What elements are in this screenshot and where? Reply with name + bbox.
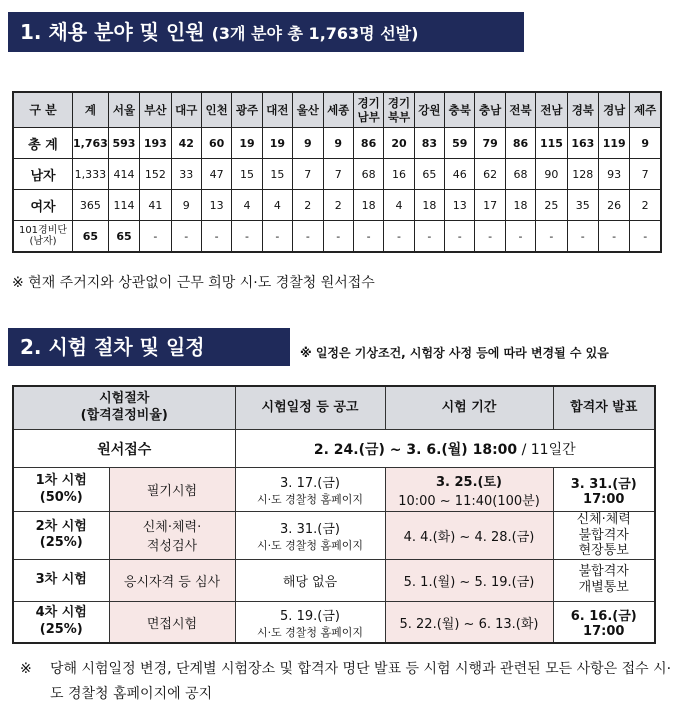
result-line: 17:00: [583, 491, 625, 507]
header-region: 충북: [445, 92, 475, 128]
cell: -: [536, 221, 567, 253]
cell: 65: [414, 159, 444, 190]
cell: 18: [353, 190, 383, 221]
header-region: 경남: [598, 92, 629, 128]
result-line: 불합격자: [578, 564, 629, 580]
section-title-text: 1. 채용 분야 및 인원: [20, 20, 205, 44]
cell: 26: [598, 190, 629, 221]
period-cell: [385, 468, 553, 512]
cell: 46: [445, 159, 475, 190]
result-line: 불합격자: [578, 527, 629, 543]
cell: -: [475, 221, 505, 253]
header-region: 부산: [140, 92, 171, 128]
header-procedure-line: (합격결정비율): [80, 408, 168, 423]
cell: -: [353, 221, 383, 253]
section-title-recruitment: [8, 12, 524, 52]
cell: -: [293, 221, 323, 253]
cell: 15: [232, 159, 262, 190]
stage-test-name: 필기시험: [109, 468, 235, 512]
cell: 16: [384, 159, 414, 190]
cell: -: [262, 221, 292, 253]
cell: -: [171, 221, 201, 253]
cell: 115: [536, 128, 567, 159]
application-period-cell: [235, 430, 655, 468]
header-region: 충남: [475, 92, 505, 128]
cell: -: [598, 221, 629, 253]
header-region-line: 경기: [357, 95, 380, 110]
announce-place: 시·도 경찰청 홈페이지: [256, 625, 364, 639]
announce-place: 시·도 경찰청 홈페이지: [256, 493, 364, 506]
cell: 2: [323, 190, 353, 221]
announce-cell: 해당 없음: [235, 559, 385, 601]
cell: 152: [140, 159, 171, 190]
cell: 4: [232, 190, 262, 221]
header-region: 대구: [171, 92, 201, 128]
stage-test-line: 신체·체력·: [142, 520, 202, 536]
stage-row-1: [13, 468, 655, 512]
header-result: 합격자 발표: [553, 386, 655, 430]
section-title-schedule: 2. 시험 절차 및 일정: [8, 328, 290, 366]
result-line: 신체·체력: [576, 512, 631, 527]
stage-cell: [13, 468, 109, 512]
stage-ratio: (25%): [39, 622, 83, 638]
cell: 79: [475, 128, 505, 159]
cell: 65: [108, 221, 139, 253]
cell: 119: [598, 128, 629, 159]
schedule-header-row: [13, 386, 655, 430]
row-label: 여자: [13, 190, 73, 221]
stage-row-2: [13, 512, 655, 560]
cell: 83: [414, 128, 444, 159]
stage-cell: [13, 559, 109, 601]
cell: 42: [171, 128, 201, 159]
cell: 414: [108, 159, 139, 190]
cell: 90: [536, 159, 567, 190]
row-label: [13, 221, 73, 253]
header-procedure: [13, 386, 235, 430]
cell: 163: [567, 128, 598, 159]
header-region: 제주: [630, 92, 661, 128]
announce-date: 3. 31.(금): [280, 521, 340, 537]
cell: 9: [171, 190, 201, 221]
cell: 1,333: [73, 159, 109, 190]
period-cell: [385, 601, 553, 643]
stage-ratio: (50%): [39, 489, 83, 505]
header-region: 전북: [505, 92, 535, 128]
exam-date: 3. 25.(토): [436, 474, 502, 490]
cell: 13: [445, 190, 475, 221]
header-region: 울산: [293, 92, 323, 128]
header-procedure-line: 시험절차: [99, 391, 150, 407]
cell: -: [323, 221, 353, 253]
result-line: 6. 16.(금): [570, 609, 637, 625]
header-region: [353, 92, 383, 128]
announce-date: 5. 19.(금): [280, 608, 340, 624]
period-cell: [385, 559, 553, 601]
header-announce: 시험일정 등 공고: [235, 386, 385, 430]
announcement-note: [14, 657, 674, 707]
table-header-row: [13, 92, 661, 128]
announce-cell: [235, 601, 385, 643]
header-region: 전남: [536, 92, 567, 128]
header-region: 인천: [201, 92, 231, 128]
stage-name: 1차 시험: [35, 472, 87, 488]
cell: 114: [108, 190, 139, 221]
cell: 9: [630, 128, 661, 159]
table-row-101-guard: [13, 221, 661, 253]
stage-name: 4차 시험: [35, 605, 87, 621]
stage-row-3: [13, 559, 655, 601]
header-region-line: 경기: [387, 95, 411, 110]
cell: 19: [262, 128, 292, 159]
row-label: 남자: [13, 159, 73, 190]
cell: 18: [414, 190, 444, 221]
table-row-female: [13, 190, 661, 221]
cell: 13: [201, 190, 231, 221]
row-label-line: (남자): [29, 236, 57, 247]
cell: 62: [475, 159, 505, 190]
result-line: 현장통보: [578, 543, 629, 559]
cell: 59: [445, 128, 475, 159]
application-duration: / 11일간: [517, 441, 576, 458]
stage-name: 3차 시험: [35, 571, 87, 587]
cell: 7: [630, 159, 661, 190]
cell: 9: [323, 128, 353, 159]
header-category: 구 분: [13, 92, 73, 128]
cell: -: [384, 221, 414, 253]
cell: 68: [505, 159, 535, 190]
cell: -: [232, 221, 262, 253]
cell: 17: [475, 190, 505, 221]
cell: -: [201, 221, 231, 253]
cell: 20: [384, 128, 414, 159]
cell: 25: [536, 190, 567, 221]
stage-cell: [13, 601, 109, 643]
cell: -: [505, 221, 535, 253]
result-line: 3. 31.(금): [570, 476, 637, 492]
cell: 4: [262, 190, 292, 221]
application-period: 2. 24.(금) ~ 3. 6.(월) 18:00: [313, 441, 518, 458]
exam-period: 5. 22.(월) ~ 6. 13.(화): [399, 616, 539, 632]
cell: 93: [598, 159, 629, 190]
cell: 18: [505, 190, 535, 221]
cell: 7: [323, 159, 353, 190]
cell: 41: [140, 190, 171, 221]
cell: -: [567, 221, 598, 253]
header-region: [384, 92, 414, 128]
row-label: 총 계: [13, 128, 73, 159]
cell: 365: [73, 190, 109, 221]
recruitment-table: [12, 91, 662, 253]
stage-ratio: (25%): [39, 535, 83, 551]
stage-test-name: [109, 512, 235, 560]
stage-name: 2차 시험: [35, 518, 87, 534]
cell: 33: [171, 159, 201, 190]
header-period: 시험 기간: [385, 386, 553, 430]
cell: 4: [384, 190, 414, 221]
cell: 68: [353, 159, 383, 190]
cell: 19: [232, 128, 262, 159]
exam-period: 5. 1.(월) ~ 5. 19.(금): [403, 574, 535, 590]
result-cell: [553, 512, 655, 560]
cell: 47: [201, 159, 231, 190]
header-region: 대전: [262, 92, 292, 128]
result-line: 17:00: [583, 624, 625, 640]
cell: 60: [201, 128, 231, 159]
exam-period: 4. 4.(화) ~ 4. 28.(금): [403, 529, 535, 545]
header-region: 서울: [108, 92, 139, 128]
header-region: 광주: [232, 92, 262, 128]
header-total: 계: [73, 92, 109, 128]
header-region: 강원: [414, 92, 444, 128]
exam-time: 10:00 ~ 11:40(100분): [398, 493, 540, 509]
result-cell: [553, 601, 655, 643]
table-row-male: [13, 159, 661, 190]
cell: 193: [140, 128, 171, 159]
result-cell: [553, 468, 655, 512]
stage-row-4: [13, 601, 655, 643]
header-region-line: 남부: [357, 110, 380, 124]
row-label-line: 101경비단: [18, 224, 68, 236]
cell: 2: [630, 190, 661, 221]
cell: 86: [353, 128, 383, 159]
result-cell: [553, 559, 655, 601]
stage-cell: [13, 512, 109, 560]
cell: 86: [505, 128, 535, 159]
header-region: 경북: [567, 92, 598, 128]
cell: 7: [293, 159, 323, 190]
cell: 65: [73, 221, 109, 253]
cell: -: [414, 221, 444, 253]
announce-date: 3. 17.(금): [280, 476, 340, 491]
exam-schedule-table: [12, 385, 656, 644]
schedule-change-note: ※ 일정은 기상조건, 시험장 사정 등에 따라 변경될 수 있음: [300, 346, 609, 360]
cell: 2: [293, 190, 323, 221]
table-row-total: [13, 128, 661, 159]
cell: 1,763: [73, 128, 109, 159]
section-subtitle: (3개 분야 총 1,763명 선발): [211, 24, 419, 43]
header-region: 세종: [323, 92, 353, 128]
result-line: 개별통보: [578, 580, 629, 596]
cell: -: [445, 221, 475, 253]
announce-cell: [235, 512, 385, 560]
application-row: [13, 430, 655, 468]
cell: 593: [108, 128, 139, 159]
residence-note: ※ 현재 주거지와 상관없이 근무 희망 시·도 경찰청 원서접수: [12, 275, 375, 291]
announce-cell: [235, 468, 385, 512]
application-label: 원서접수: [13, 430, 235, 468]
stage-test-name: 면접시험: [109, 601, 235, 643]
period-cell: [385, 512, 553, 560]
cell: 15: [262, 159, 292, 190]
cell: -: [630, 221, 661, 253]
cell: 9: [293, 128, 323, 159]
announce-place: 시·도 경찰청 홈페이지: [256, 538, 364, 552]
cell: 35: [567, 190, 598, 221]
stage-test-line: 적성검사: [146, 539, 198, 555]
header-region-line: 북부: [387, 110, 411, 124]
note-mark: ※: [20, 661, 32, 677]
cell: -: [140, 221, 171, 253]
stage-test-name: 응시자격 등 심사: [109, 559, 235, 601]
cell: 128: [567, 159, 598, 190]
note-text: 당해 시험일정 변경, 단계별 시험장소 및 합격자 명단 발표 등 시험 시행과 관련된 모든 사항은 접수 시·도 경찰청 홈페이지에 공지: [50, 661, 672, 702]
